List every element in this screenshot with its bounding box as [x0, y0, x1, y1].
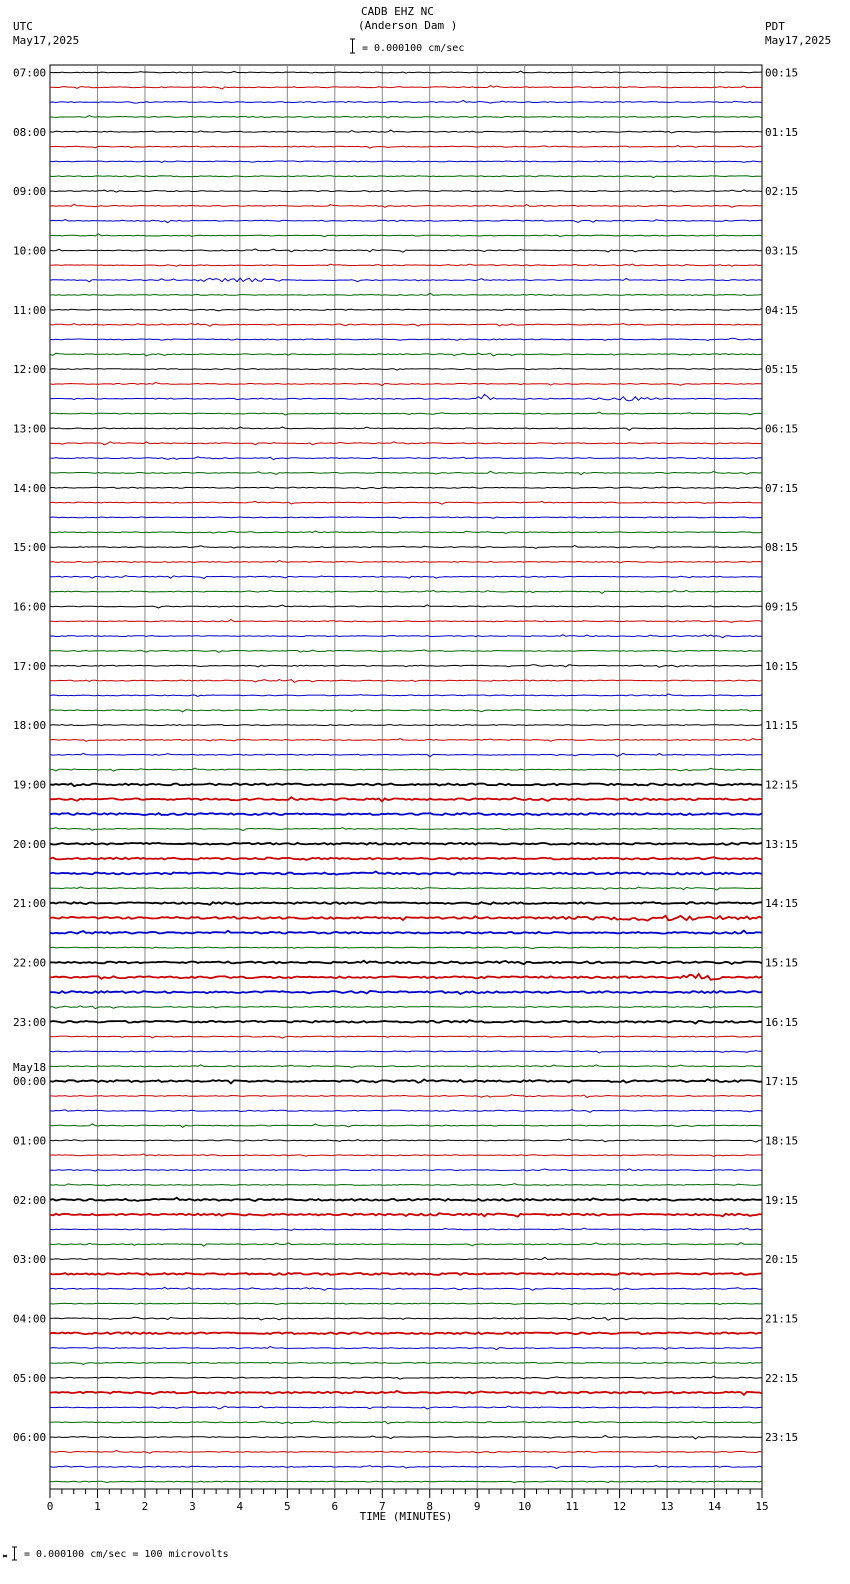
- pdt-hour-label: 22:15: [765, 1371, 799, 1385]
- x-tick-label: 14: [707, 1500, 722, 1513]
- seismic-trace-30: [50, 517, 762, 518]
- seismic-trace-3: [50, 116, 762, 118]
- seismic-trace-63: [50, 1006, 762, 1009]
- seismic-trace-72: [50, 1139, 762, 1142]
- site-name: (Anderson Dam ): [358, 19, 458, 32]
- seismic-trace-57: [50, 916, 762, 921]
- seismic-trace-82: [50, 1287, 762, 1290]
- pdt-hour-label: 16:15: [765, 1015, 799, 1029]
- seismic-trace-61: [50, 974, 762, 980]
- seismic-trace-8: [50, 190, 762, 192]
- utc-hour-label: 02:00: [13, 1193, 47, 1207]
- seismic-trace-18: [50, 338, 762, 340]
- pdt-hour-label: 14:15: [765, 897, 799, 911]
- seismic-trace-67: [50, 1065, 762, 1068]
- utc-hour-label: 20:00: [13, 837, 47, 851]
- seismic-trace-69: [50, 1095, 762, 1098]
- x-tick-label: 8: [426, 1500, 434, 1513]
- seismic-trace-42: [50, 694, 762, 697]
- seismic-trace-94: [50, 1466, 762, 1469]
- seismic-trace-2: [50, 100, 762, 103]
- x-tick-label: 9: [473, 1500, 481, 1513]
- seismic-trace-53: [50, 857, 762, 860]
- x-tick-label: 6: [331, 1500, 339, 1513]
- seismic-trace-52: [50, 843, 762, 845]
- seismic-trace-9: [50, 204, 762, 207]
- x-axis-label: TIME (MINUTES): [359, 1510, 453, 1523]
- seismic-trace-64: [50, 1020, 762, 1023]
- pdt-hour-label: 18:15: [765, 1134, 799, 1148]
- utc-hour-label: 13:00: [13, 422, 47, 436]
- seismic-trace-40: [50, 665, 762, 668]
- seismic-trace-59: [50, 947, 762, 949]
- scale-bar-icon: [350, 39, 355, 53]
- seismic-trace-58: [50, 931, 762, 934]
- seismic-trace-68: [50, 1079, 762, 1083]
- pdt-hour-label: 03:15: [765, 244, 799, 258]
- seismic-trace-35: [50, 590, 762, 593]
- seismic-trace-86: [50, 1347, 762, 1350]
- seismic-trace-75: [50, 1184, 762, 1186]
- seismic-trace-89: [50, 1391, 762, 1395]
- utc-hour-label: 12:00: [13, 363, 47, 377]
- pdt-hour-label: 04:15: [765, 303, 799, 317]
- scale-label: = 0.000100 cm/sec: [362, 43, 465, 54]
- seismic-trace-83: [50, 1303, 762, 1305]
- pdt-hour-label: 21:15: [765, 1312, 799, 1326]
- utc-hour-label: 01:00: [13, 1134, 47, 1148]
- utc-hour-label: 05:00: [13, 1371, 47, 1385]
- seismic-trace-46: [50, 753, 762, 756]
- pdt-hour-label: 11:15: [765, 719, 799, 733]
- seismic-trace-85: [50, 1332, 762, 1334]
- seismic-trace-56: [50, 902, 762, 905]
- seismic-trace-90: [50, 1406, 762, 1409]
- seismic-trace-17: [50, 324, 762, 327]
- utc-hour-label: 17:00: [13, 659, 47, 673]
- seismic-trace-37: [50, 620, 762, 623]
- seismic-trace-27: [50, 471, 762, 475]
- seismic-trace-84: [50, 1317, 762, 1320]
- seismic-trace-28: [50, 487, 762, 489]
- seismic-trace-10: [50, 220, 762, 223]
- seismic-trace-24: [50, 427, 762, 430]
- seismic-trace-65: [50, 1036, 762, 1038]
- seismic-trace-14: [50, 278, 762, 282]
- seismic-trace-44: [50, 725, 762, 726]
- right-date-label: May17,2025: [765, 34, 832, 47]
- utc-hour-label: 10:00: [13, 244, 47, 258]
- seismic-trace-25: [50, 442, 762, 445]
- seismic-trace-95: [50, 1481, 762, 1483]
- seismic-trace-62: [50, 991, 762, 994]
- x-tick-label: 5: [284, 1500, 291, 1513]
- x-tick-label: 15: [755, 1500, 769, 1513]
- pdt-hour-label: 20:15: [765, 1253, 799, 1267]
- x-tick-label: 2: [141, 1500, 149, 1513]
- x-tick-label: 1: [94, 1500, 101, 1513]
- pdt-hour-label: 07:15: [765, 481, 799, 495]
- seismic-trace-73: [50, 1154, 762, 1156]
- seismic-trace-15: [50, 293, 762, 295]
- utc-hour-label: 15:00: [13, 541, 47, 555]
- seismic-trace-43: [50, 710, 762, 712]
- pdt-hour-label: 23:15: [765, 1431, 799, 1445]
- utc-hour-label: 22:00: [13, 956, 47, 970]
- seismic-trace-87: [50, 1362, 762, 1364]
- utc-hour-label: 04:00: [13, 1312, 47, 1326]
- pdt-hour-label: 00:15: [765, 66, 799, 80]
- utc-hour-label: 00:00: [13, 1075, 47, 1089]
- seismic-trace-77: [50, 1213, 762, 1217]
- seismic-trace-60: [50, 961, 762, 965]
- station-title: CADB EHZ NC: [361, 5, 434, 18]
- seismic-trace-76: [50, 1198, 762, 1201]
- seismic-trace-29: [50, 501, 762, 504]
- utc-hour-label: 03:00: [13, 1253, 47, 1267]
- pdt-hour-label: 10:15: [765, 659, 799, 673]
- seismic-trace-92: [50, 1435, 762, 1439]
- seismic-trace-22: [50, 394, 762, 401]
- pdt-hour-label: 02:15: [765, 185, 799, 199]
- seismic-trace-88: [50, 1376, 762, 1379]
- pdt-hour-label: 12:15: [765, 778, 799, 792]
- seismic-trace-1: [50, 86, 762, 89]
- seismic-trace-91: [50, 1421, 762, 1424]
- seismic-trace-50: [50, 813, 762, 815]
- pdt-hour-label: 06:15: [765, 422, 799, 436]
- seismic-trace-23: [50, 412, 762, 415]
- seismic-trace-48: [50, 783, 762, 786]
- seismic-trace-47: [50, 768, 762, 771]
- seismic-trace-13: [50, 264, 762, 266]
- seismic-trace-5: [50, 146, 762, 149]
- seismic-trace-93: [50, 1450, 762, 1453]
- seismic-trace-36: [50, 605, 762, 608]
- utc-hour-label: 16:00: [13, 600, 47, 614]
- seismic-trace-38: [50, 635, 762, 638]
- footer-scale-bar-icon: [12, 1547, 17, 1560]
- left-date-label: May17,2025: [13, 34, 80, 47]
- utc-hour-label: 11:00: [13, 303, 47, 317]
- footer-scale-note: = 0.000100 cm/sec = 100 microvolts: [24, 1549, 229, 1560]
- utc-hour-label: 18:00: [13, 719, 47, 733]
- seismic-trace-54: [50, 871, 762, 874]
- seismic-trace-33: [50, 561, 762, 563]
- pdt-hour-label: 05:15: [765, 363, 799, 377]
- pdt-hour-label: 13:15: [765, 837, 799, 851]
- seismic-trace-19: [50, 353, 762, 356]
- plot-frame: [50, 65, 762, 1489]
- seismic-trace-32: [50, 546, 762, 549]
- pdt-hour-label: 15:15: [765, 956, 799, 970]
- pdt-hour-label: 19:15: [765, 1193, 799, 1207]
- seismic-trace-16: [50, 308, 762, 311]
- utc-hour-label: 23:00: [13, 1015, 47, 1029]
- seismic-trace-41: [50, 680, 762, 683]
- seismic-trace-21: [50, 382, 762, 385]
- seismic-trace-80: [50, 1257, 762, 1259]
- utc-hour-label: 19:00: [13, 778, 47, 792]
- seismic-trace-0: [50, 71, 762, 73]
- seismic-trace-31: [50, 531, 762, 533]
- x-tick-label: 13: [660, 1500, 674, 1513]
- seismic-trace-78: [50, 1228, 762, 1230]
- seismic-trace-34: [50, 576, 762, 579]
- x-tick-label: 12: [612, 1500, 627, 1513]
- pdt-hour-label: 17:15: [765, 1075, 799, 1089]
- seismic-trace-20: [50, 368, 762, 370]
- seismic-trace-81: [50, 1273, 762, 1275]
- utc-hour-label: 07:00: [13, 66, 47, 80]
- seismic-trace-7: [50, 176, 762, 178]
- seismic-trace-12: [50, 249, 762, 252]
- x-tick-label: 3: [189, 1500, 196, 1513]
- pdt-hour-label: 01:15: [765, 125, 799, 139]
- pdt-hour-label: 08:15: [765, 541, 799, 555]
- seismic-trace-39: [50, 650, 762, 653]
- seismic-trace-71: [50, 1124, 762, 1128]
- seismic-trace-70: [50, 1110, 762, 1113]
- seismic-trace-4: [50, 130, 762, 133]
- utc-hour-label: 21:00: [13, 897, 47, 911]
- x-tick-label: 4: [236, 1500, 244, 1513]
- left-zone-label: UTC: [13, 20, 33, 33]
- seismic-trace-26: [50, 457, 762, 460]
- seismic-trace-45: [50, 739, 762, 742]
- x-tick-label: 11: [565, 1500, 579, 1513]
- utc-hour-label: 14:00: [13, 481, 47, 495]
- seismic-trace-6: [50, 161, 762, 163]
- x-tick-label: 7: [378, 1500, 386, 1513]
- x-tick-label: 0: [46, 1500, 54, 1513]
- seismic-trace-74: [50, 1169, 762, 1171]
- date-change-label: May18: [13, 1061, 47, 1075]
- right-zone-label: PDT: [765, 20, 785, 33]
- seismic-trace-51: [50, 828, 762, 831]
- seismic-trace-49: [50, 797, 762, 801]
- seismic-trace-66: [50, 1051, 762, 1053]
- seismic-trace-55: [50, 887, 762, 890]
- x-tick-label: 10: [518, 1500, 532, 1513]
- seismic-trace-11: [50, 234, 762, 237]
- footer-marker-icon: [3, 1555, 7, 1557]
- seismic-trace-79: [50, 1243, 762, 1247]
- pdt-hour-label: 09:15: [765, 600, 799, 614]
- utc-hour-label: 06:00: [13, 1431, 47, 1445]
- utc-hour-label: 09:00: [13, 185, 47, 199]
- utc-hour-label: 08:00: [13, 125, 47, 139]
